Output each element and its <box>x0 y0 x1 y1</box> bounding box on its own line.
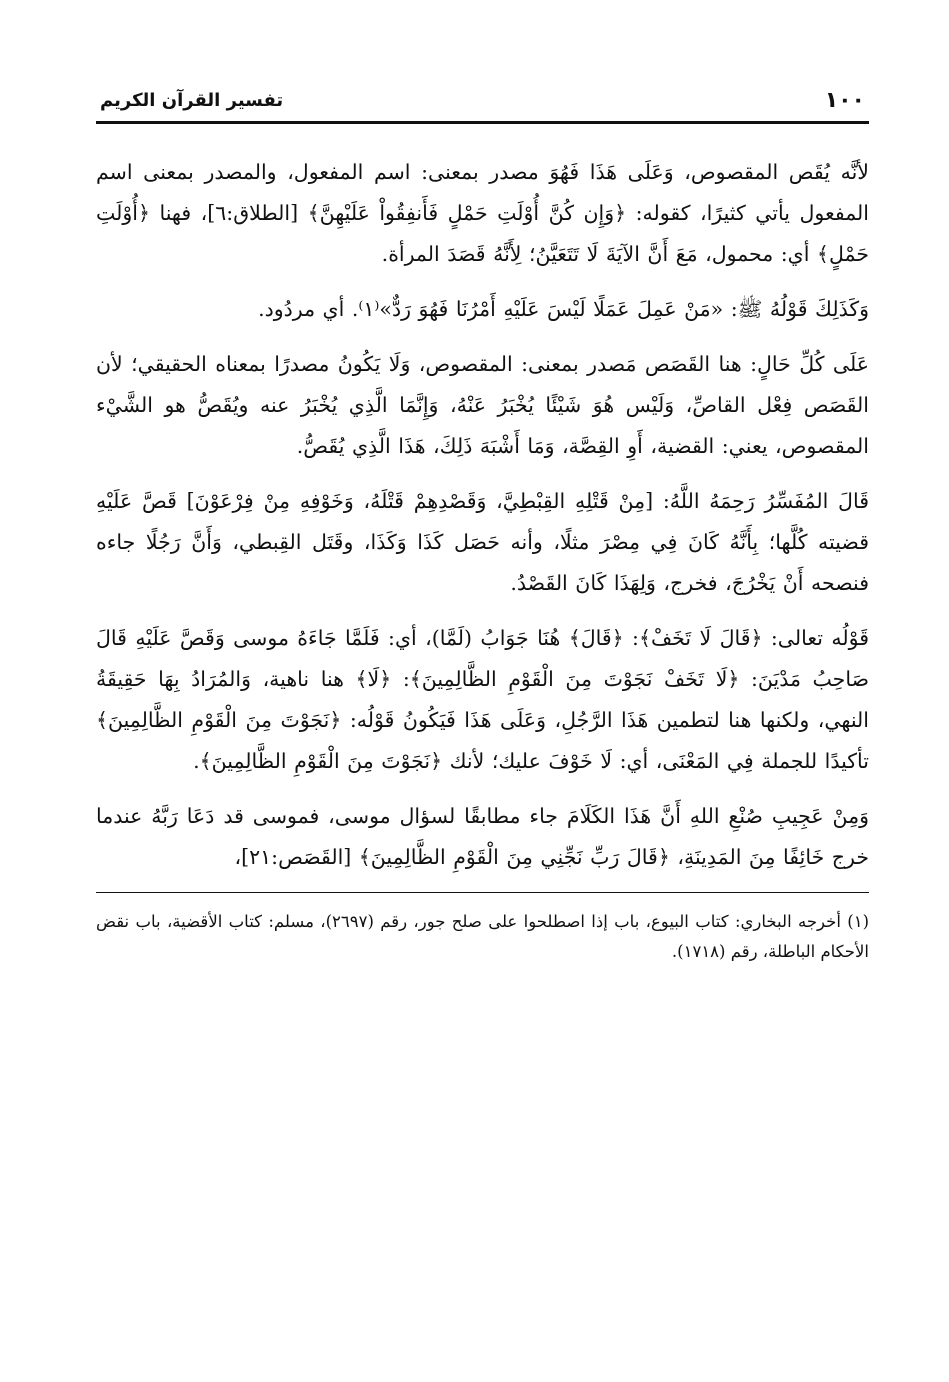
paragraph: قَوْلُه تعالى: ﴿قَالَ لَا تَخَفْ﴾: ﴿قَالَ﴾ هُنَا جَوَابُ (لَمَّا)، أي: فَلَمَّا جَاءَهُ موسى وَقَصَّ عَلَيْهِ قَالَ صَاحِبُ مَدْيَنَ: ﴿لَا تَخَفْ نَجَوْتَ مِنَ الْقَوْمِ الظَّالِمِينَ﴾: ﴿لَا﴾ هنا ناهية، وَالمُرَادُ بِهَا حَقِيقَةُ النهي، ولكنها هنا لتطمين هَذَا الرَّجُلِ، وَعَلَى هَذَا فَيَكُونُ قَوْلُه: ﴿نَجَوْتَ مِنَ الْقَوْمِ الظَّالِمِينَ﴾ تأكيدًا للجملة فِي المَعْنَى، أي: لَا خَوْفَ عليك؛ لأنك ﴿نَجَوْتَ مِنَ الْقَوْمِ الظَّالِمِينَ﴾. <box>96 626 869 773</box>
footnote: (١) أخرجه البخاري: كتاب البيوع، باب إذا اصطلحوا على صلح جور، رقم (٢٦٩٧)، مسلم: كتاب الأقضية، باب نقض الأحكام الباطلة، رقم (١٧١٨). <box>96 912 869 961</box>
paragraph: وَمِنْ عَجِيبِ صُنْعِ اللهِ أَنَّ هَذَا الكَلَامَ جاء مطابقًا لسؤال موسى، فموسى قد دَعَا رَبَّهُ عندما خرج خَائِفًا مِنَ المَدِينَةِ، ﴿قَالَ رَبِّ نَجِّنِي مِنَ الْقَوْمِ الظَّالِمِينَ﴾ [القَصَص:٢١]، <box>96 804 869 869</box>
paragraph: قَالَ المُفَسِّرُ رَحِمَهُ اللَّهُ: [مِنْ قَتْلِهِ القِبْطِيَّ، وَقَصْدِهِمْ قَتْلَهُ، وَخَوْفِهِ مِنْ فِرْعَوْنَ] قَصَّ عَلَيْهِ قضيته كُلَّها؛ بِأَنَّهُ كَانَ فِي مِصْرَ مثلًا، وأنه حَصَل كَذَا وَكَذَا، وقَتَل القِبطي، وَأَنَّ رَجُلًا جاءه فنصحه أَنْ يَخْرُجَ، فخرج، وَلِهَذَا كَانَ القَصْدُ. <box>96 489 869 595</box>
page-number: ١٠٠ <box>824 88 865 113</box>
book-page <box>96 78 869 1318</box>
book-title: تفسير القرآن الكريم <box>100 90 284 111</box>
paragraph: لأنَّه يُقَص المقصوص، وَعَلَى هَذَا فَهُوَ مصدر بمعنى: اسم المفعول، والمصدر بمعنى اسم المفعول يأتي كثيرًا، كقوله: ﴿وَإِن كُنَّ أُوْلَتِ حَمْلٍ فَأَنفِقُواْ عَلَيْهِنَّ﴾ [الطلاق:٦]، فهنا ﴿أُوْلَتِ حَمْلٍ﴾ أي: محمول، مَعَ أَنَّ الآيَةَ لَا تَتَعَيَّنُ؛ لِأَنَّهُ قَصَدَ المرأة. <box>96 160 869 266</box>
footnotes <box>96 907 869 967</box>
paragraph: وَكَذَلِكَ قَوْلُهُ ﷺ: «مَنْ عَمِلَ عَمَلًا لَيْسَ عَلَيْهِ أَمْرُنَا فَهُوَ رَدٌّ»⁽١⁾. أي مردُود. <box>258 297 869 321</box>
running-header <box>96 78 869 124</box>
paragraph: عَلَى كُلِّ حَالٍ: هنا القَصَص مَصدر بمعنى: المقصوص، وَلَا يَكُونُ مصدرًا بمعناه الحقيقي؛ لأن القَصَص فِعْل القاصِّ، وَلَيْس هُوَ شَيْئًا يُخْبَرُ عَنْهُ، وَإِنَّمَا الَّذِي يُخْبَرُ عنه ويُقَصُّ هو الشَّيْء المقصوص، يعني: القضية، أَوِ القِصَّة، وَمَا أَشْبَهَ ذَلِكَ، هَذَا الَّذِي يُقَصُّ. <box>96 352 869 458</box>
body-text <box>96 152 869 878</box>
footnote-separator <box>96 892 869 893</box>
